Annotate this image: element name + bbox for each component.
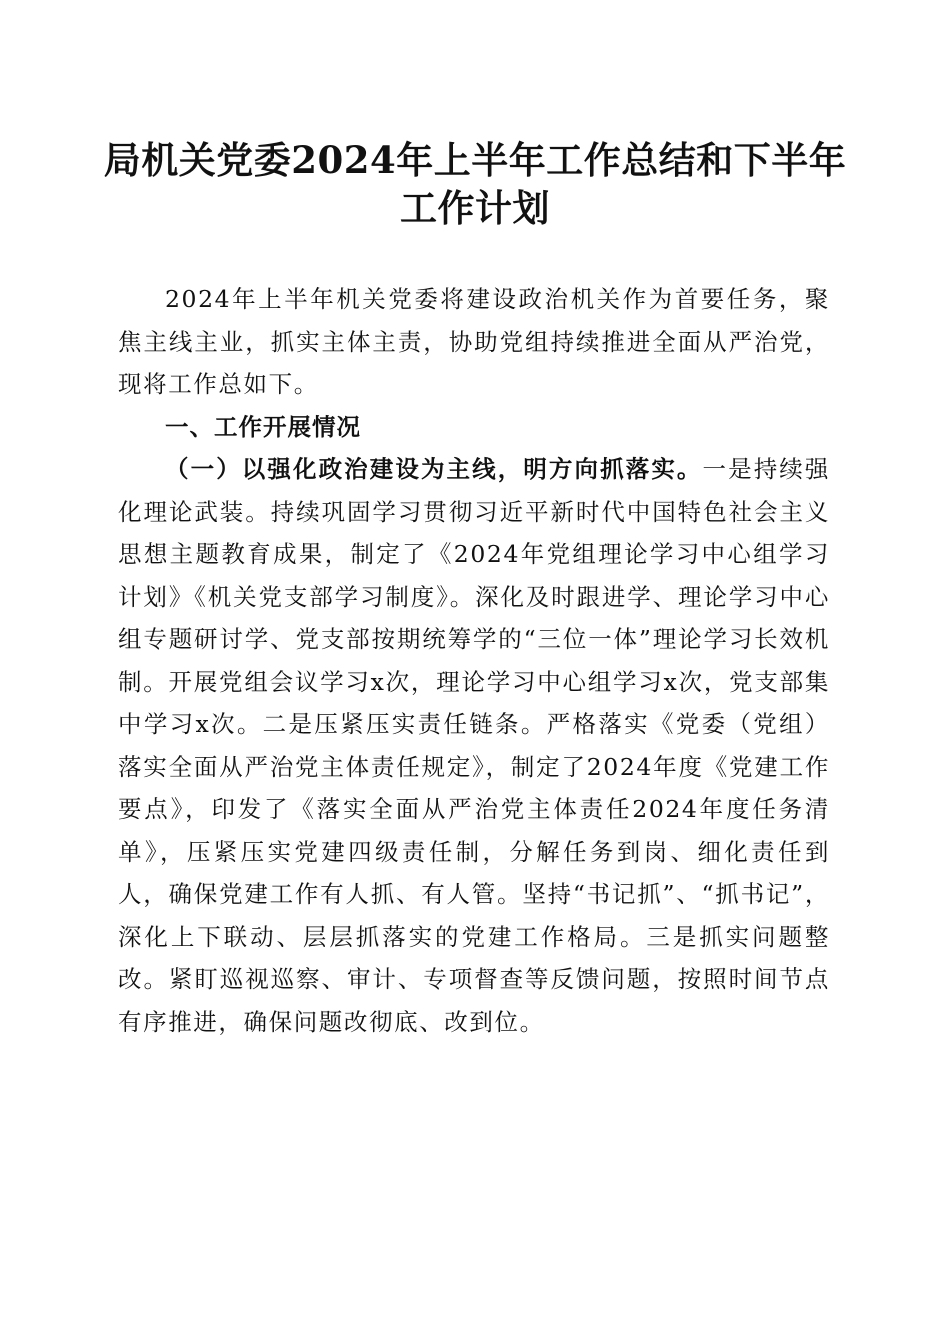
subsection-body-1: 一是持续强化理论武装。持续巩固学习贯彻习近平新时代中国特色社会主义思想主题教育成果，制定了《2024年党组理论学习中心组学习计划》《机关党支部学习制度》。深化及时跟进学、理论学习中心组专题研讨学、党支部按期统筹学的“三位一体”理论学习长效机制。开展党组会议学习x次，理论学习中心组学习x次，党支部集中学习x次。二是压紧压实责任链条。严格落实《党委（党组）落实全面从严治党主体责任规定》，制定了2024年度《党建工作要点》，印发了《落实全面从严治党主体责任2024年度任务清单》，压紧压实党建四级责任制，分解任务到岗、细化责任到人，确保党建工作有人抓、有人管。坚持“书记抓”、“抓书记”，深化上下联动、层层抓落实的党建工作格局。三是抓实问题整改。紧盯巡视巡察、审计、专项督查等反馈问题，按照时间节点有序推进，确保问题改彻底、改到位。 — [118, 455, 830, 1036]
title-line-2: 工作计划 — [400, 186, 550, 230]
subsection-paragraph-1 — [118, 448, 830, 1043]
title-line-1: 局机关党委2024年上半年工作总结和下半年 — [103, 138, 847, 182]
document-body — [118, 278, 830, 1043]
section-heading-1: 一、工作开展情况 — [165, 412, 361, 441]
intro-paragraph: 2024年上半年机关党委将建设政治机关作为首要任务，聚焦主线主业，抓实主体主责，协助党组持续推进全面从严治党，现将工作总如下。 — [118, 285, 830, 398]
subsection-lead-1: （一）以强化政治建设为主线，明方向抓落实。 — [165, 455, 703, 483]
document-title — [100, 136, 850, 232]
